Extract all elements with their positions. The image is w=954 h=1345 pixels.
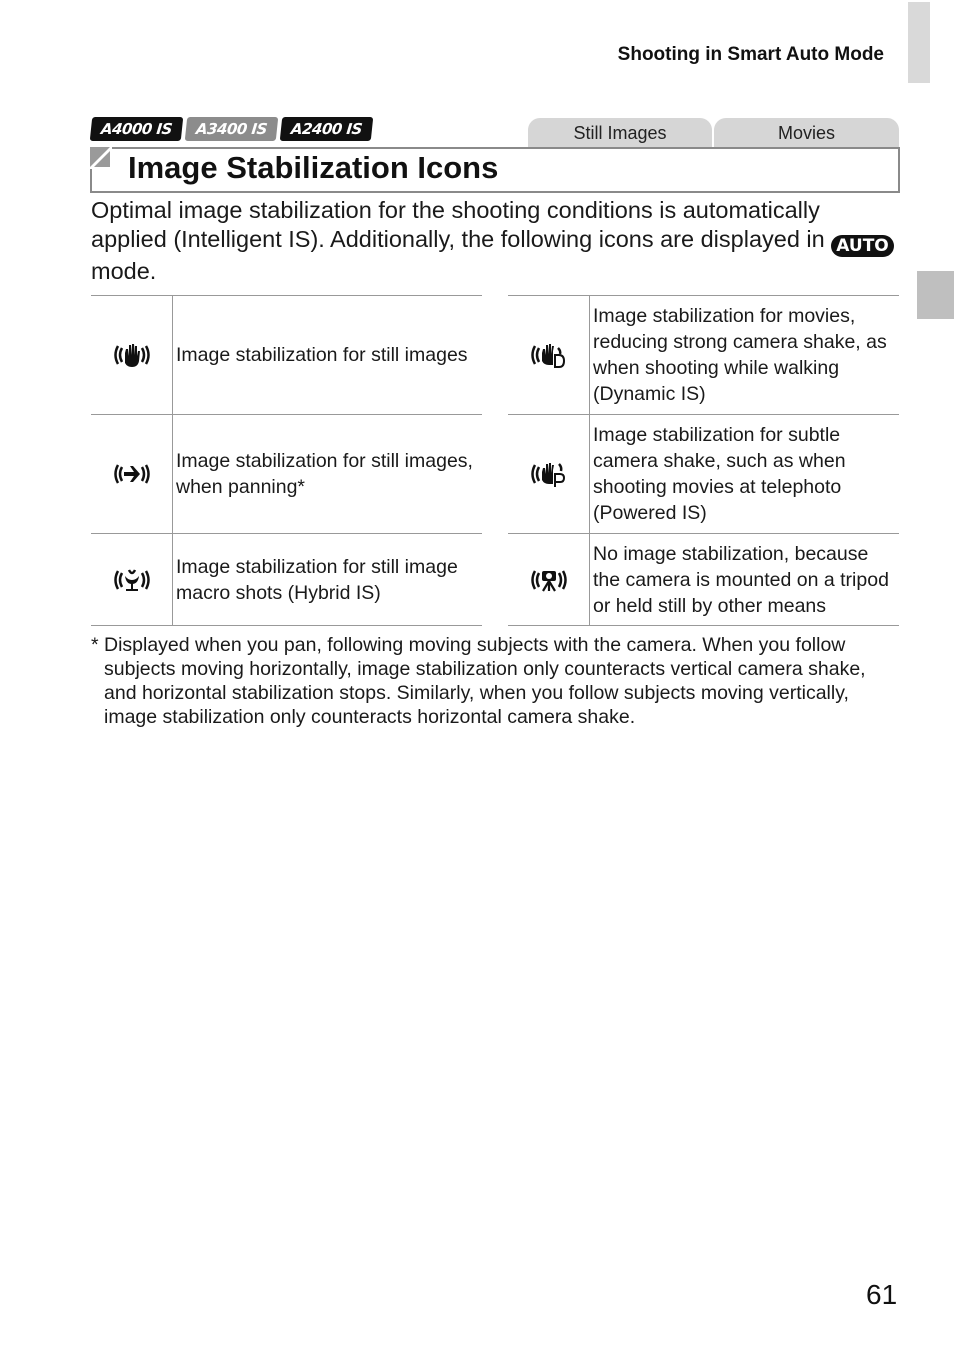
- is-icons-table-left: [91, 295, 482, 626]
- model-badge: A3400 IS: [185, 117, 278, 141]
- intro-text-end: mode.: [91, 258, 157, 284]
- is-dynamic-icon: [529, 341, 569, 369]
- is-icons-table-right: [508, 295, 899, 626]
- is-panning-icon: [112, 460, 152, 488]
- tab-still-images: Still Images: [528, 118, 712, 148]
- model-badges: [91, 117, 372, 141]
- table-row: [91, 296, 482, 415]
- footnote-text: Displayed when you pan, following moving subjects with the camera. When you follow subjects moving horizontally, image stabilization only counteracts vertical camera shake, and horizontal stabilization stops. Similarly, when you follow subjects moving vertically, image stabilization only counteracts horizontal camera shake.: [104, 634, 866, 728]
- intro-paragraph: [91, 196, 901, 286]
- table-row: [91, 534, 482, 626]
- table-cell-text: Image stabilization for still images, when panning*: [176, 450, 473, 498]
- is-still-icon: [112, 341, 152, 369]
- table-cell-text: No image stabilization, because the camera is mounted on a tripod or held still by other means: [593, 542, 889, 617]
- media-tabs: [528, 118, 899, 148]
- auto-mode-icon: AUTO: [831, 235, 894, 257]
- table-cell-text: Image stabilization for subtle camera shake, such as when shooting movies at telephoto (Powered IS): [593, 424, 846, 524]
- footnote-mark: *: [91, 634, 99, 656]
- is-macro-icon: [112, 566, 152, 594]
- page-number: 61: [866, 1279, 898, 1310]
- title-box: [90, 147, 900, 193]
- footnote: [91, 633, 901, 729]
- is-powered-icon: [529, 460, 569, 488]
- tab-movies: Movies: [714, 118, 899, 148]
- page-title: Image Stabilization Icons: [128, 150, 499, 185]
- intro-text: Optimal image stabilization for the shooting conditions is automatically applied (Intelligent IS). Additionally, the following icons are displayed in: [91, 197, 832, 252]
- model-badge: A2400 IS: [280, 117, 373, 141]
- table-cell-text: Image stabilization for movies, reducing strong camera shake, as when shooting while walking (Dynamic IS): [593, 305, 887, 405]
- model-badge: A4000 IS: [90, 117, 183, 141]
- section-header: Shooting in Smart Auto Mode: [617, 44, 884, 65]
- chapter-edge-tab: [917, 271, 954, 319]
- title-marker-icon: [90, 147, 112, 169]
- table-row: [508, 296, 899, 415]
- table-row: [91, 415, 482, 534]
- is-tripod-icon: [529, 566, 569, 594]
- table-row: [508, 534, 899, 626]
- table-cell-text: Image stabilization for still images: [176, 344, 468, 366]
- edge-tab-top: [908, 2, 930, 83]
- table-cell-text: Image stabilization for still image macro shots (Hybrid IS): [176, 555, 458, 604]
- table-row: [508, 415, 899, 534]
